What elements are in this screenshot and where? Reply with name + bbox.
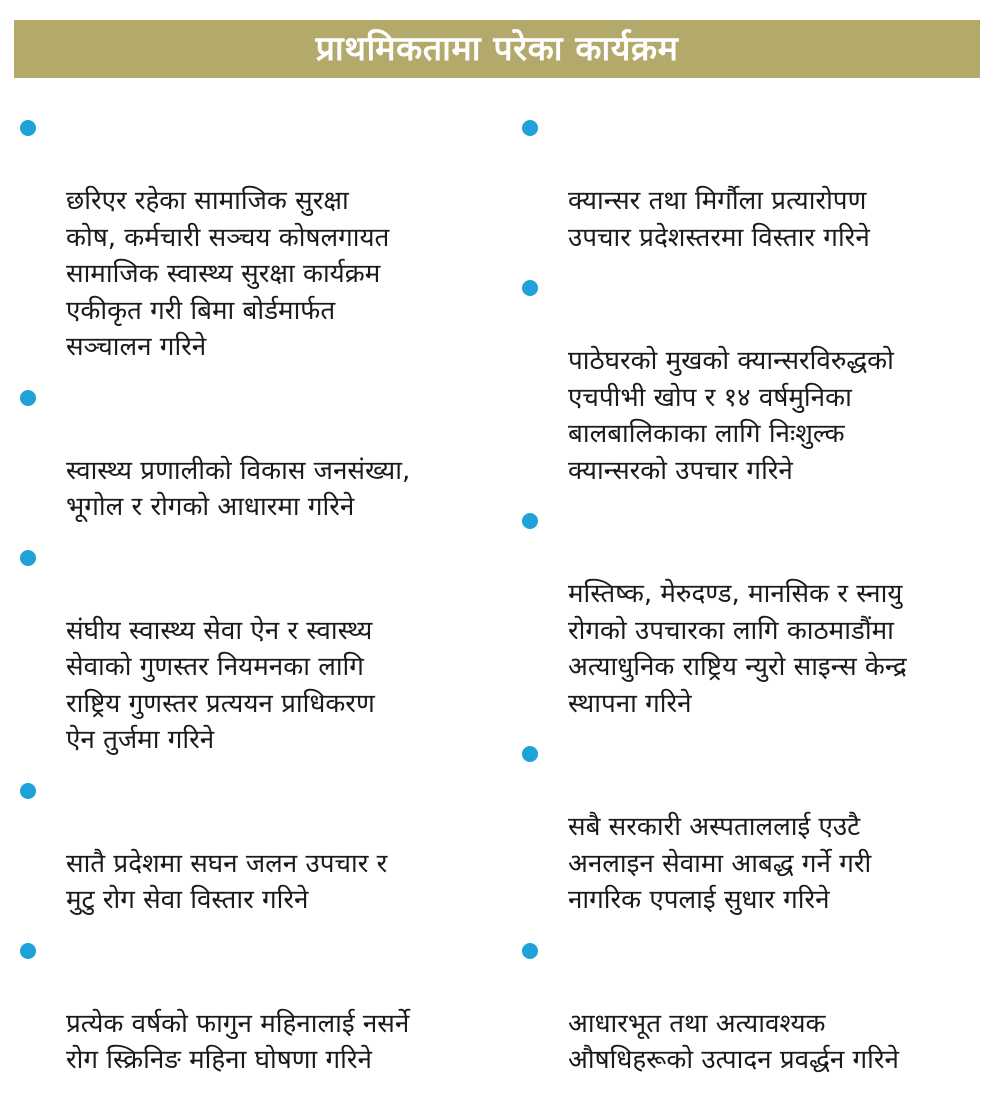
list-item: [520, 503, 990, 722]
list-item: [18, 110, 498, 366]
bullet-icon: [522, 943, 538, 959]
list-item-text: छरिएर रहेका सामाजिक सुरक्षा कोष, कर्मचारी सञ्चय कोषलगायत सामाजिक स्वास्थ्य सुरक्षा कार्यक्रम एकीकृत गरी बिमा बोर्डमार्फत सञ्चालन गरिने: [66, 186, 390, 362]
list-item-text: संघीय स्वास्थ्य सेवा ऐन र स्वास्थ्य सेवाको गुणस्तर नियमनका लागि राष्ट्रिय गुणस्तर प्रत्ययन प्राधिकरण ऐन तुर्जमा गरिने: [66, 615, 375, 755]
list-item-text: पाठेघरको मुखको क्यान्सरविरुद्धको एचपीभी खोप र १४ वर्षमुनिका बालबालिकाका लागि निःशुल्क क्यान्सरको उपचार गरिने: [568, 346, 894, 486]
list-item: [520, 270, 990, 489]
list-item: [520, 110, 990, 256]
bullet-icon: [20, 550, 36, 566]
bullet-icon: [522, 120, 538, 136]
list-item-text: प्रत्येक वर्षको फागुन महिनालाई नसर्ने रोग स्क्रिनिङ महिना घोषणा गरिने: [66, 1008, 410, 1075]
list-item-text: मस्तिष्क, मेरुदण्ड, मानसिक र स्नायु रोगको उपचारका लागि काठमाडौंमा अत्याधुनिक राष्ट्रिय न्युरो साइन्स केन्द्र स्थापना गरिने: [568, 579, 907, 719]
bullet-icon: [20, 390, 36, 406]
list-item-text: सातै प्रदेशमा सघन जलन उपचार र मुटु रोग सेवा विस्तार गरिने: [66, 848, 388, 915]
list-item: [520, 933, 990, 1079]
bullet-icon: [20, 783, 36, 799]
list-item-text: सबै सरकारी अस्पताललाई एउटै अनलाइन सेवामा आबद्ध गर्ने गरी नागरिक एपलाई सुधार गरिने: [568, 812, 872, 915]
list-item-text: स्वास्थ्य प्रणालीको विकास जनसंख्या, भूगोल र रोगको आधारमा गरिने: [66, 455, 411, 522]
page-title: प्राथमिकतामा परेका कार्यक्रम: [315, 29, 679, 69]
bullet-icon: [20, 943, 36, 959]
list-item-text: क्यान्सर तथा मिर्गौला प्रत्यारोपण उपचार प्रदेशस्तरमा विस्तार गरिने: [568, 186, 870, 253]
title-banner: [14, 20, 980, 78]
list-item-text: आधारभूत तथा अत्यावश्यक औषधिहरूको उत्पादन प्रवर्द्धन गरिने: [568, 1008, 899, 1075]
list-item: [18, 933, 498, 1079]
list-item: [18, 540, 498, 759]
bullet-icon: [522, 513, 538, 529]
bullet-icon: [522, 280, 538, 296]
list-item: [18, 380, 498, 526]
bullet-icon: [20, 120, 36, 136]
list-item: [18, 773, 498, 919]
list-item: [520, 736, 990, 919]
bullet-icon: [522, 746, 538, 762]
left-column: [18, 110, 498, 1093]
right-column: [520, 110, 990, 1093]
